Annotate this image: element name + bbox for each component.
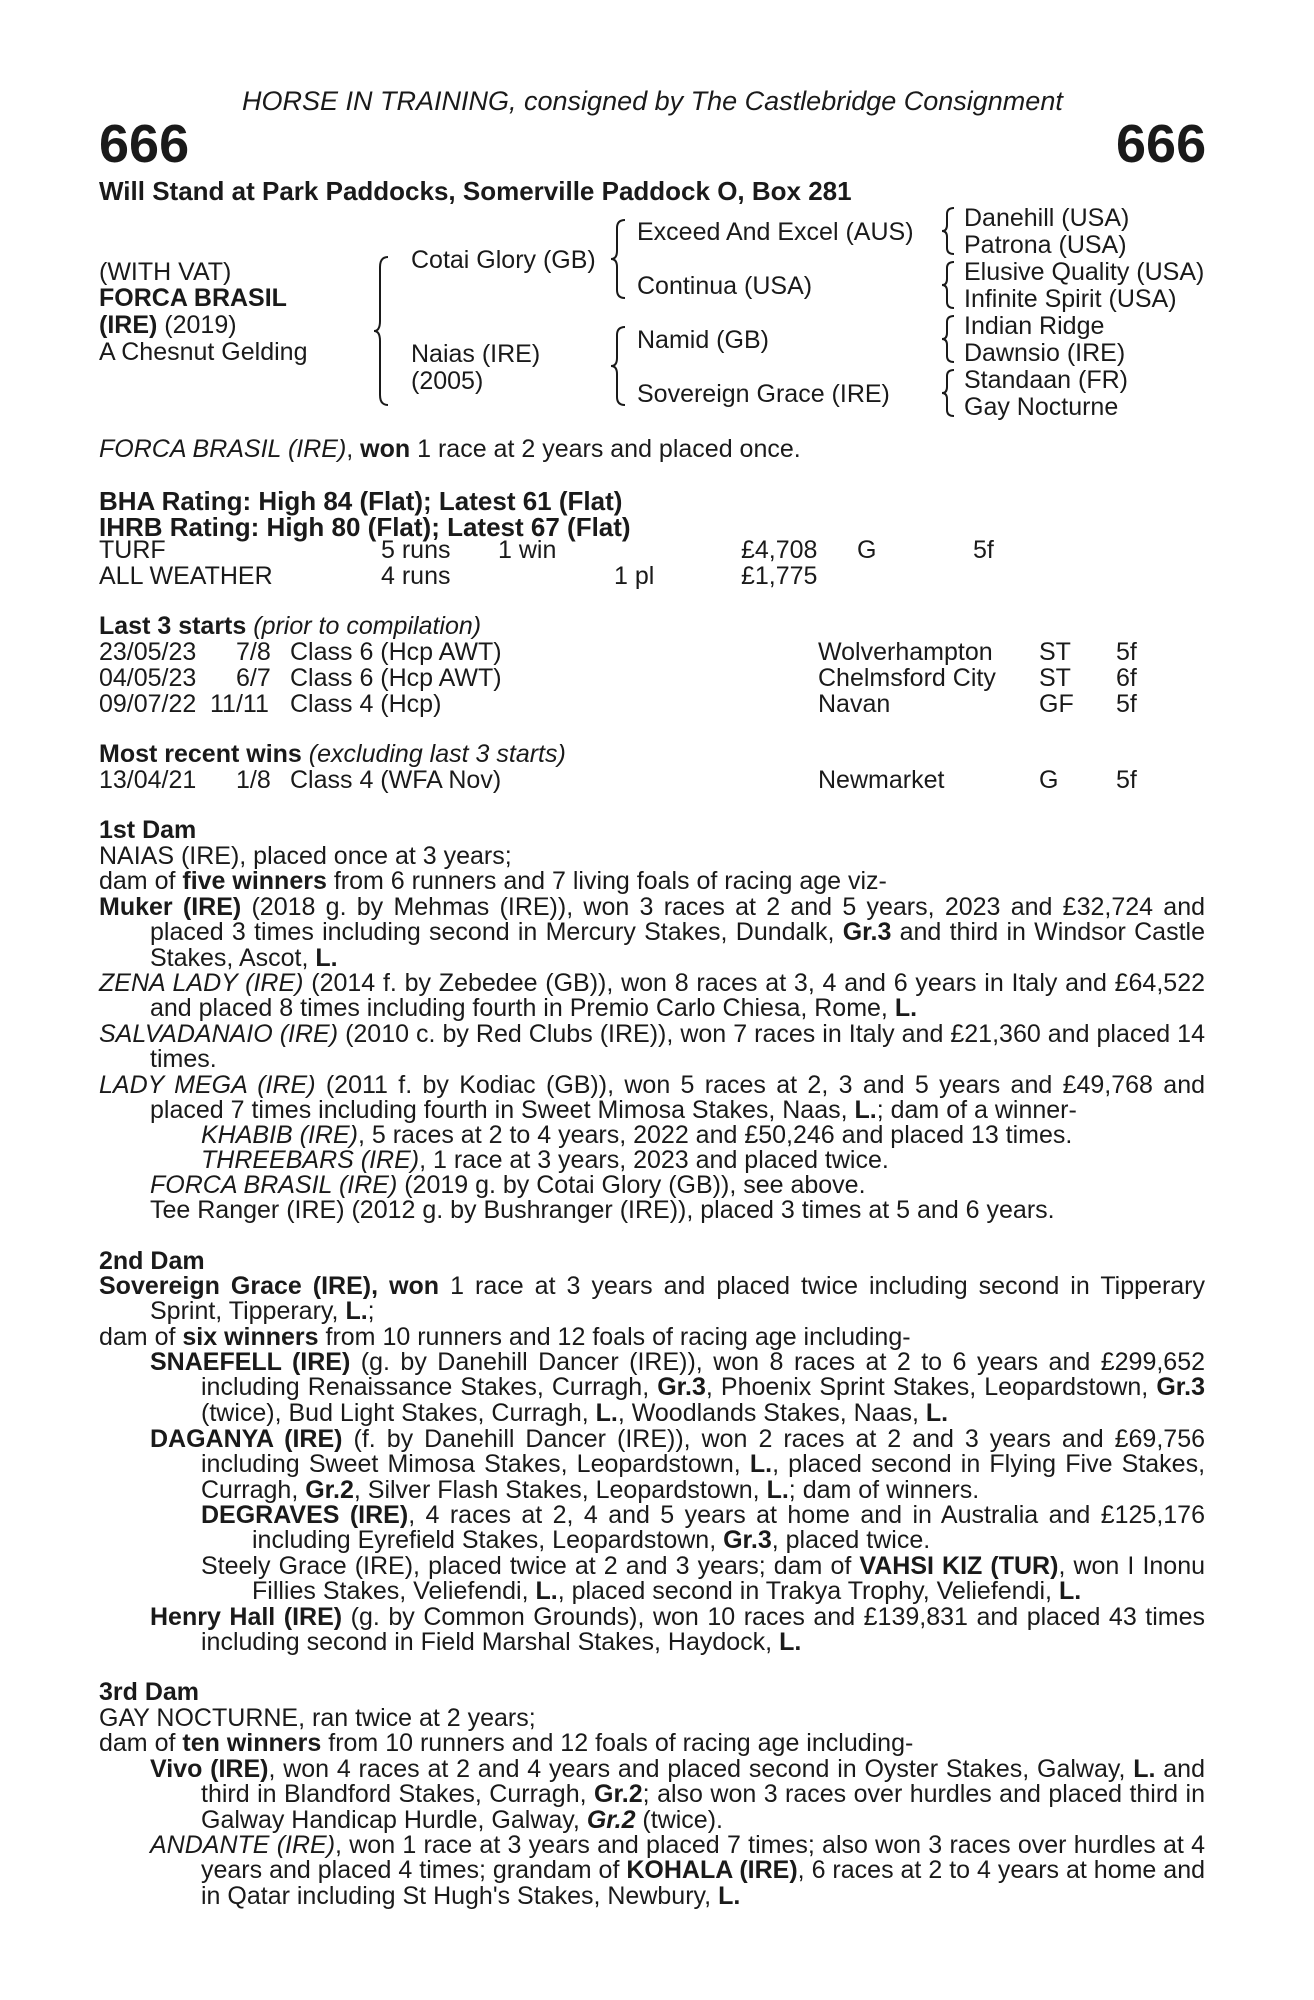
dam1-salvadanaio xyxy=(99,1022,1205,1073)
henry-text: (g. by Common Grounds), won 10 races and £139,831 and placed 43 times including second in Field Marshal Stakes, Haydock, xyxy=(201,1603,1205,1657)
steely-text: Steely Grace (IRE), placed twice at 2 and 3 years; dam of xyxy=(201,1552,860,1580)
lady-name: LADY MEGA (IRE) xyxy=(99,1071,316,1099)
dam3-l2a: dam of xyxy=(99,1729,183,1757)
last3-dist-1: 6f xyxy=(1116,664,1137,692)
catalogue-header: HORSE IN TRAINING, consigned by The Castlebridge Consignment xyxy=(242,86,1063,116)
steely-listed1: L. xyxy=(535,1577,558,1606)
dag-text3: , Silver Flash Stakes, Leopardstown, xyxy=(353,1475,767,1504)
sov-won: won xyxy=(389,1272,440,1300)
zena-name: ZENA LADY (IRE) xyxy=(99,969,304,997)
record-runs-1: 4 runs xyxy=(381,562,451,590)
pedigree-dsd: Dawnsio (IRE) xyxy=(964,339,1126,367)
last3-going-0: ST xyxy=(1039,638,1071,666)
dam2-daganya xyxy=(150,1427,1205,1503)
record-dist-0: 5f xyxy=(973,536,994,564)
record-prize-0: £4,708 xyxy=(741,536,818,564)
recent-win-dist-0: 5f xyxy=(1116,766,1137,794)
dam3-l2c: from 10 runners and 12 foals of racing age including- xyxy=(321,1729,914,1757)
zena-listed: L. xyxy=(894,994,918,1023)
dag-text4: ; dam of winners. xyxy=(788,1475,980,1504)
dam3-line2 xyxy=(99,1731,913,1756)
snae-grade2: Gr.3 xyxy=(1156,1373,1205,1402)
muker-listed: L. xyxy=(315,943,338,972)
vivo-text2: and third in Blandford Stakes, Curragh, xyxy=(201,1755,1205,1809)
dag-name: DAGANYA (IRE) xyxy=(150,1425,343,1453)
dam1-l2c: from 6 runners and 7 living foals of racing age viz- xyxy=(326,867,887,895)
dag-listed1: L. xyxy=(749,1450,773,1479)
steely-text2: , won I Inonu Fillies Stakes, Veliefendi, xyxy=(252,1552,1206,1606)
last3-pos-1: 6/7 xyxy=(236,664,271,692)
last3-dist-2: 5f xyxy=(1116,690,1137,718)
dam1-lady-mega xyxy=(99,1073,1205,1124)
lady-text2: ; dam of a winner- xyxy=(876,1096,1077,1125)
zena-text: (2014 f. by Zebedee (GB)), won 8 races at 3, 4 and 6 years in Italy and £64,522 and placed 8 times including fourth in Premio Carlo Chiesa, Rome, xyxy=(150,969,1205,1023)
dam3-winners: ten winners xyxy=(182,1729,322,1757)
henry-listed: L. xyxy=(779,1628,802,1657)
dam3-heading: 3rd Dam xyxy=(99,1678,200,1706)
dam2-sovereign xyxy=(99,1274,1205,1325)
dam1-forca xyxy=(150,1173,866,1198)
dag-text2: , placed second in Flying Five Stakes, Curragh, xyxy=(201,1450,1206,1504)
degr-text: , 4 races at 2, 4 and 5 years at home and in Australia and £125,176 including Eyrefield Stakes, Leopardstown, xyxy=(252,1501,1205,1555)
record-runs-0: 5 runs xyxy=(381,536,451,564)
threebars-text: , 1 race at 3 years, 2023 and placed twice. xyxy=(419,1146,889,1174)
horse-name: FORCA BRASIL xyxy=(99,284,287,312)
record-going-0: G xyxy=(857,536,877,564)
pedigree-brace-ss xyxy=(940,206,956,256)
muker-name: Muker (IRE) xyxy=(99,893,242,921)
lady-listed: L. xyxy=(854,1096,877,1125)
pedigree-sire-sire: Exceed And Excel (AUS) xyxy=(637,218,914,246)
pedigree-sds: Elusive Quality (USA) xyxy=(964,258,1205,286)
pedigree-sire: Cotai Glory (GB) xyxy=(411,246,596,274)
snae-name: SNAEFELL (IRE) xyxy=(150,1348,351,1376)
last3-pos-0: 7/8 xyxy=(236,638,271,666)
forca-text: (2019 g. by Cotai Glory (GB)), see above. xyxy=(397,1171,866,1199)
last3-race-0: Class 6 (Hcp AWT) xyxy=(290,638,502,666)
pedigree-sdd: Infinite Spirit (USA) xyxy=(964,285,1177,313)
recent-wins-heading xyxy=(99,742,566,767)
dam1-line2 xyxy=(99,869,887,894)
record-surface-1: ALL WEATHER xyxy=(99,562,273,590)
last3-date-2: 09/07/22 xyxy=(99,690,197,718)
record-placed-1: 1 pl xyxy=(614,562,655,590)
steely-listed2: L. xyxy=(1058,1577,1082,1606)
pedigree-dds: Standaan (FR) xyxy=(964,366,1128,394)
snae-text4: , Woodlands Stakes, Naas, xyxy=(617,1398,926,1427)
summary-horse: FORCA BRASIL (IRE) xyxy=(99,435,347,463)
sov-sep: , xyxy=(371,1272,390,1300)
dam2-l2a: dam of xyxy=(99,1323,183,1351)
dag-text: (f. by Danehill Dancer (IRE)), won 2 races at 2 and 3 years and £69,756 including Sweet Mimosa Stakes, Leopardstown, xyxy=(201,1425,1205,1479)
lot-number-left: 666 xyxy=(99,114,190,174)
recent-win-going-0: G xyxy=(1039,766,1059,794)
last3-course-2: Navan xyxy=(818,690,891,718)
steely-vahsi: VAHSI KIZ (TUR) xyxy=(859,1552,1059,1580)
vivo-text: , won 4 races at 2 and 4 years and placed second in Oyster Stakes, Galway, xyxy=(268,1755,1134,1783)
pedigree-brace-ds xyxy=(940,314,956,364)
pedigree-ddd: Gay Nocturne xyxy=(964,393,1119,421)
dam3-vivo xyxy=(150,1757,1205,1833)
summary-rest: 1 race at 2 years and placed once. xyxy=(417,435,801,463)
pedigree-brace-dam xyxy=(609,325,627,407)
threebars-name: THREEBARS (IRE) xyxy=(201,1146,420,1174)
lot-number-right: 666 xyxy=(1116,114,1207,174)
vivo-text3: ; also won 3 races over hurdles and placed third in Galway Handicap Hurdle, Galway, xyxy=(201,1780,1205,1834)
dam1-l2a: dam of xyxy=(99,867,183,895)
last3-going-1: ST xyxy=(1039,664,1071,692)
pedigree-brace-sd xyxy=(940,260,956,310)
snae-text: (g. by Danehill Dancer (IRE)), won 8 races at 2 to 6 years and £299,652 including Renaissance Stakes, Curragh, xyxy=(201,1348,1205,1402)
summary-sep: , xyxy=(346,435,354,463)
dam2-winners: six winners xyxy=(182,1323,319,1351)
pedigree-sire-dam: Continua (USA) xyxy=(637,272,813,300)
degr-grade: Gr.3 xyxy=(723,1526,772,1555)
recent-wins-note: (excluding last 3 starts) xyxy=(308,740,566,768)
dam2-snaefell xyxy=(150,1350,1205,1426)
andante-kohala: KOHALA (IRE) xyxy=(626,1856,798,1885)
dam1-heading: 1st Dam xyxy=(99,816,197,844)
dag-grade: Gr.2 xyxy=(305,1475,354,1504)
last3-course-0: Wolverhampton xyxy=(818,638,993,666)
recent-win-course-0: Newmarket xyxy=(818,766,945,794)
snae-listed2: L. xyxy=(925,1398,949,1427)
andante-listed: L. xyxy=(718,1881,741,1910)
dam2-heading: 2nd Dam xyxy=(99,1247,205,1275)
snae-listed1: L. xyxy=(595,1398,618,1427)
sov-listed: L. xyxy=(345,1297,368,1326)
stand-location: Will Stand at Park Paddocks, Somerville Paddock O, Box 281 xyxy=(99,176,852,206)
salv-text: (2010 c. by Red Clubs (IRE)), won 7 races in Italy and £21,360 and placed 14 times. xyxy=(150,1020,1205,1074)
pedigree-ssd: Patrona (USA) xyxy=(964,231,1127,259)
dam3-line1: GAY NOCTURNE, ran twice at 2 years; xyxy=(99,1704,536,1732)
degr-text2: , placed twice. xyxy=(771,1526,931,1555)
race-summary xyxy=(99,437,801,462)
bha-rating: BHA Rating: High 84 (Flat); Latest 61 (Flat) xyxy=(99,486,623,516)
pedigree-dam-dam: Sovereign Grace (IRE) xyxy=(637,380,890,408)
vivo-grade: Gr.2 xyxy=(594,1780,643,1809)
dam2-steely-grace xyxy=(201,1554,1205,1605)
last3-pos-2: 11/11 xyxy=(210,690,269,718)
last3-course-1: Chelmsford City xyxy=(818,664,996,692)
steely-text3: , placed second in Trakya Trophy, Veliefendi, xyxy=(557,1577,1059,1606)
andante-name: ANDANTE (IRE) xyxy=(150,1831,336,1859)
record-surface-0: TURF xyxy=(99,536,166,564)
muker-grade: Gr.3 xyxy=(842,918,892,947)
horse-country: (IRE) xyxy=(99,311,158,339)
dag-listed2: L. xyxy=(766,1475,789,1504)
dam3-andante xyxy=(150,1833,1205,1909)
pedigree-dss: Indian Ridge xyxy=(964,312,1105,340)
salv-name: SALVADANAIO (IRE) xyxy=(99,1020,339,1048)
dam1-zena xyxy=(99,971,1205,1022)
sov-text: 1 race at 3 years and placed twice including second in Tipperary Sprint, Tipperary, xyxy=(150,1272,1205,1326)
dam1-threebars xyxy=(201,1148,889,1173)
last3-note: (prior to compilation) xyxy=(253,612,482,640)
lady-text: (2011 f. by Kodiac (GB)), won 5 races at 2, 3 and 5 years and £49,768 and placed 7 times including fourth in Sweet Mimosa Stakes, Naas, xyxy=(150,1071,1206,1125)
vivo-text4: (twice). xyxy=(635,1805,723,1834)
dam2-l2c: from 10 runners and 12 foals of racing age including- xyxy=(318,1323,911,1351)
last3-date-0: 23/05/23 xyxy=(99,638,197,666)
vat-label: (WITH VAT) xyxy=(99,258,232,286)
sov-end: ; xyxy=(367,1297,375,1326)
record-prize-1: £1,775 xyxy=(741,562,818,590)
last3-race-2: Class 4 (Hcp) xyxy=(290,690,442,718)
record-wins-0: 1 win xyxy=(498,536,557,564)
horse-description: A Chesnut Gelding xyxy=(99,338,308,366)
last3-going-2: GF xyxy=(1039,690,1074,718)
andante-text2: , 6 races at 2 to 4 years at home and in Qatar including St Hugh's Stakes, Newbury, xyxy=(201,1856,1205,1910)
last3-race-1: Class 6 (Hcp AWT) xyxy=(290,664,502,692)
pedigree-brace-dd xyxy=(940,368,956,418)
dam2-degraves xyxy=(201,1503,1205,1554)
recent-wins-title: Most recent wins xyxy=(99,740,302,768)
dam1-winners: five winners xyxy=(182,867,327,895)
pedigree-dam-sire: Namid (GB) xyxy=(637,326,769,354)
recent-win-pos-0: 1/8 xyxy=(236,766,271,794)
vivo-listed: L. xyxy=(1133,1755,1156,1783)
snae-text2: , Phoenix Sprint Stakes, Leopardstown, xyxy=(705,1373,1157,1402)
forca-name: FORCA BRASIL (IRE) xyxy=(150,1171,398,1199)
horse-year: (2019) xyxy=(164,311,237,339)
muker-text: (2018 g. by Mehmas (IRE)), won 3 races at 2 and 5 years, 2023 and £32,724 and placed 3 times including second in Mercury Stakes, Dundalk, xyxy=(150,893,1205,947)
last3-date-1: 04/05/23 xyxy=(99,664,197,692)
last3-title: Last 3 starts xyxy=(99,612,247,640)
pedigree-dam-year: (2005) xyxy=(411,367,484,395)
dam2-henry-hall xyxy=(150,1605,1205,1656)
andante-text: , won 1 race at 3 years and placed 7 times; also won 3 races over hurdles at 4 years and placed 4 times; grandam of xyxy=(201,1831,1205,1885)
last3-heading xyxy=(99,614,481,639)
ihrb-rating: IHRB Rating: High 80 (Flat); Latest 67 (Flat) xyxy=(99,512,631,542)
recent-win-race-0: Class 4 (WFA Nov) xyxy=(290,766,502,794)
snae-grade1: Gr.3 xyxy=(657,1373,706,1402)
muker-text2: and third in Windsor Castle Stakes, Ascot, xyxy=(150,918,1205,972)
dam1-khabib xyxy=(201,1123,1072,1148)
snae-text3: (twice), Bud Light Stakes, Curragh, xyxy=(201,1398,596,1427)
recent-win-date-0: 13/04/21 xyxy=(99,766,197,794)
vivo-name: Vivo (IRE) xyxy=(150,1755,269,1783)
vivo-grade2: Gr.2 xyxy=(586,1805,636,1834)
degr-name: DEGRAVES (IRE) xyxy=(201,1501,409,1529)
horse-country-year xyxy=(99,313,237,338)
pedigree-dam: Naias (IRE) xyxy=(411,340,541,368)
dam2-line2 xyxy=(99,1325,911,1350)
dam1-tee-ranger: Tee Ranger (IRE) (2012 g. by Bushranger (IRE)), placed 3 times at 5 and 6 years. xyxy=(150,1196,1055,1224)
sov-name: Sovereign Grace (IRE) xyxy=(99,1272,372,1300)
dam1-muker xyxy=(99,895,1205,971)
last3-dist-0: 5f xyxy=(1116,638,1137,666)
henry-name: Henry Hall (IRE) xyxy=(150,1603,343,1631)
pedigree-sss: Danehill (USA) xyxy=(964,204,1130,232)
pedigree-brace-main xyxy=(372,255,390,407)
dam1-line1: NAIAS (IRE), placed once at 3 years; xyxy=(99,842,512,870)
khabib-text: , 5 races at 2 to 4 years, 2022 and £50,246 and placed 13 times. xyxy=(357,1121,1073,1149)
summary-won: won xyxy=(360,435,411,463)
pedigree-brace-sire xyxy=(609,218,627,300)
khabib-name: KHABIB (IRE) xyxy=(201,1121,358,1149)
